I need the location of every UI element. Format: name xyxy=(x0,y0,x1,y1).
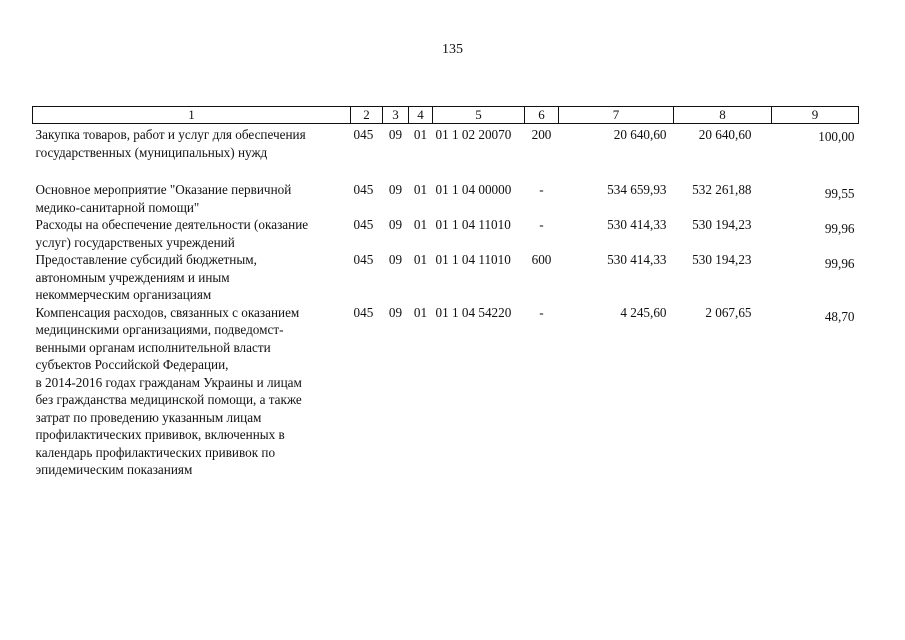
cell-actual: 532 261,88 xyxy=(692,182,752,197)
column-header: 7 xyxy=(559,107,674,124)
column-header: 3 xyxy=(383,107,409,124)
cell-section: 09 xyxy=(388,252,403,267)
cell-expense-type: 200 xyxy=(531,127,552,142)
cell-percent: 48,70 xyxy=(824,308,855,324)
cell-planned: 530 414,33 xyxy=(607,252,667,267)
cell-subsection: 01 xyxy=(413,217,428,232)
cell-admin-code: 045 xyxy=(353,217,374,232)
row-name: Основное мероприятие "Оказание первичной медико-санитарной помощи" xyxy=(35,182,292,215)
cell-admin-code: 045 xyxy=(353,182,374,197)
cell-target-code: 01 1 04 00000 xyxy=(435,182,512,197)
table-row xyxy=(33,304,859,479)
row-name: Компенсация расходов, связанных с оказанием медицинскими организациями, подведомст- венными органам исполнительной власти субъектов Российской Федерации, в 2014-2016 годах гражданам Украины и лицам без гражданства медицинской помощи, а также затрат по проведению указанным лицам профилактических прививок, включенных в календарь профилактических прививок по эпидемическим показаниям xyxy=(35,304,302,477)
row-name: Предоставление субсидий бюджетным, автономным учреждениям и иным некоммерческим организациям xyxy=(35,252,257,302)
cell-subsection: 01 xyxy=(413,127,428,142)
cell-admin-code: 045 xyxy=(353,304,374,320)
table-row xyxy=(33,251,859,304)
cell-target-code: 01 1 04 54220 xyxy=(435,304,512,320)
cell-planned: 534 659,93 xyxy=(607,182,667,197)
cell-actual: 2 067,65 xyxy=(705,304,752,320)
spacer-row xyxy=(33,161,859,181)
cell-expense-type: - xyxy=(539,304,544,320)
cell-admin-code: 045 xyxy=(353,252,374,267)
row-name: Расходы на обеспечение деятельности (оказание услуг) государственых учреждений xyxy=(35,217,309,250)
column-header: 1 xyxy=(33,107,351,124)
column-header: 8 xyxy=(674,107,772,124)
budget-table xyxy=(32,106,859,479)
column-header: 9 xyxy=(772,107,859,124)
cell-section: 09 xyxy=(388,127,403,142)
cell-section: 09 xyxy=(388,304,403,320)
cell-percent: 100,00 xyxy=(818,129,855,144)
cell-planned: 20 640,60 xyxy=(613,127,667,142)
column-header: 6 xyxy=(525,107,559,124)
cell-actual: 20 640,60 xyxy=(698,127,752,142)
cell-percent: 99,96 xyxy=(824,256,855,271)
table-row xyxy=(33,124,859,162)
cell-percent: 99,55 xyxy=(824,186,855,201)
cell-planned: 530 414,33 xyxy=(607,217,667,232)
cell-target-code: 01 1 02 20070 xyxy=(435,127,512,142)
cell-percent: 99,96 xyxy=(824,221,855,236)
cell-actual: 530 194,23 xyxy=(692,252,752,267)
column-header: 4 xyxy=(409,107,433,124)
column-header: 2 xyxy=(351,107,383,124)
cell-planned: 4 245,60 xyxy=(620,304,667,320)
row-name: Закупка товаров, работ и услуг для обеспечения государственных (муниципальных) нужд xyxy=(35,127,306,160)
cell-target-code: 01 1 04 11010 xyxy=(435,217,511,232)
cell-subsection: 01 xyxy=(413,304,428,320)
cell-expense-type: - xyxy=(539,182,544,197)
cell-subsection: 01 xyxy=(413,182,428,197)
cell-expense-type: 600 xyxy=(531,252,552,267)
cell-expense-type: - xyxy=(539,217,544,232)
header-row xyxy=(33,107,859,124)
cell-actual: 530 194,23 xyxy=(692,217,752,232)
cell-admin-code: 045 xyxy=(353,127,374,142)
column-header: 5 xyxy=(433,107,525,124)
cell-section: 09 xyxy=(388,182,403,197)
cell-section: 09 xyxy=(388,217,403,232)
table-row xyxy=(33,216,859,251)
page-number: 135 xyxy=(442,42,463,57)
cell-subsection: 01 xyxy=(413,252,428,267)
table-row xyxy=(33,181,859,216)
cell-target-code: 01 1 04 11010 xyxy=(435,252,511,267)
